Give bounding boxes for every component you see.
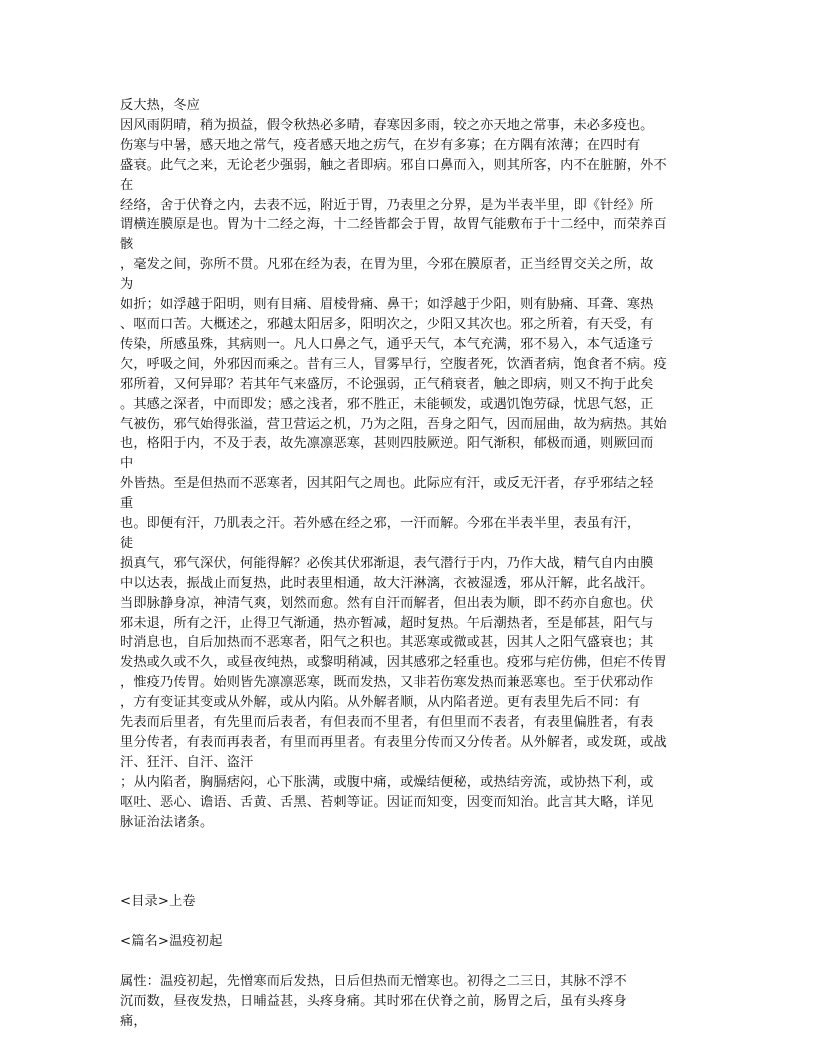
- text-line: 在: [120, 177, 134, 193]
- text-line: 如折；如浮越于阳明，则有目痛、眉棱骨痛、鼻干；如浮越于少阳，则有胁痛、耳聋、寒热: [120, 297, 654, 313]
- text-line: 、呕而口苦。大概述之，邪越太阳居多，阳明次之，少阳又其次也。邪之所着，有天受，有: [120, 316, 654, 332]
- text-line: 徒: [120, 535, 134, 551]
- spacer: [120, 952, 700, 972]
- text-line: 也。即便有汗，乃肌表之汗。若外感在经之邪，一汗而解。今邪在半表半里，表虽有汗，: [120, 516, 641, 532]
- text-line: 传染，所感虽殊，其病则一。凡人口鼻之气，通乎天气，本气充满，邪不易入，本气适逢亏: [120, 336, 654, 352]
- text-line: ；从内陷者，胸膈痞闷，心下胀满，或腹中痛，或燥结便秘，或热结旁流，或协热下利，或: [120, 774, 654, 790]
- text-line: 欠，呼吸之间，外邪因而乘之。昔有三人，冒雾早行，空腹者死，饮酒者病，饱食者不病。疫: [120, 356, 667, 372]
- text-line: 损真气，邪气深伏，何能得解？必俟其伏邪渐退，表气潜行于内，乃作大战，精气自内由膜: [120, 555, 654, 571]
- text-line: ，方有变证其变或从外解，或从内陷。从外解者顺，从内陷者逆。更有表里先后不同：有: [120, 695, 641, 711]
- text-line: 反大热，冬应: [120, 98, 201, 113]
- text-line: 气被伤，邪气始得张溢，营卫营运之机，乃为之阻，吾身之阳气，因而屈曲，故为病热。其始: [120, 416, 667, 432]
- text-line: ，毫发之间，弥所不贯。凡邪在经为表，在胃为里，今邪在膜原者，正当经胃交关之所，故: [120, 257, 654, 273]
- chapter-heading: <篇名>温疫初起: [120, 934, 223, 949]
- document-page: [120, 96, 700, 1032]
- body-text: [120, 96, 700, 833]
- spacer: [120, 852, 700, 872]
- text-line: 外皆热。至是但热而不恶寒者，因其阳气之周也。此际应有汗，或反无汗者，存乎邪结之轻: [120, 476, 654, 492]
- text-line: 脉证治法诸条。: [120, 814, 214, 830]
- text-line: 邪未退，所有之汗，止得卫气渐通，热亦暂减，超时复热。午后潮热者，至是郁甚，阳气与: [120, 615, 654, 631]
- text-line: 邪所着，又何异耶？若其年气来盛厉，不论强弱，正气稍衰者，触之即病，则又不拘于此矣: [120, 376, 654, 392]
- text-line: 谓横连膜原是也。胃为十二经之海，十二经皆都会于胃，故胃气能敷布于十二经中，而荣养百: [120, 217, 667, 233]
- text-line: 为: [120, 277, 134, 293]
- spacer: [120, 912, 700, 932]
- text-line: 汗、狂汗、自汗、盗汗: [120, 754, 254, 770]
- text-line: 盛衰。此气之来，无论老少强弱，触之者即病。邪自口鼻而入，则其所客，内不在脏腑，外不: [120, 157, 667, 173]
- text-line: ，惟疫乃传胃。始则皆先凛凛恶寒，既而发热，又非若伤寒发热而兼恶寒也。至于伏邪动作: [120, 675, 654, 691]
- text-line: 痛，: [120, 1013, 147, 1029]
- text-line: 先表而后里者，有先里而后表者，有但表而不里者，有但里而不表者，有表里偏胜者，有表: [120, 715, 654, 731]
- text-line: 重: [120, 496, 134, 512]
- text-line: 中以达表，振战止而复热，此时表里相通，故大汗淋漓，衣被湿透，邪从汗解，此名战汗。: [120, 575, 654, 591]
- text-line: 属性：温疫初起，先憎寒而后发热，日后但热而无憎寒也。初得之二三日，其脉不浮不: [120, 973, 627, 989]
- text-line: 骸: [120, 237, 134, 253]
- text-line: 。其感之深者，中而即发；感之浅者，邪不胜正，未能顿发，或遇饥饱劳碌，忧思气怒，正: [120, 396, 654, 412]
- toc-heading: <目录>上卷: [120, 894, 196, 910]
- spacer: [120, 872, 700, 892]
- text-line: 里分传者，有表而再表者，有里而再里者。有表里分传而又分传者。从外解者，或发斑，或战: [120, 735, 667, 750]
- text-line: 呕吐、恶心、谵语、舌黄、舌黑、苔刺等证。因证而知变，因变而知治。此言其大略，详见: [120, 794, 654, 810]
- text-line: 中: [120, 456, 134, 472]
- text-line: 因风雨阴晴，稍为损益，假令秋热必多晴，春寒因多雨，较之亦天地之常事，未必多疫也。: [120, 117, 654, 133]
- text-line: 伤寒与中暑，感天地之常气，疫者感天地之疠气，在岁有多寡；在方隅有浓薄；在四时有: [120, 137, 641, 153]
- attribute-text: [120, 972, 700, 1032]
- text-line: 沉而数，昼夜发热，日晡益甚，头疼身痛。其时邪在伏脊之前，肠胃之后，虽有头疼身: [120, 993, 627, 1009]
- spacer: [120, 833, 700, 853]
- text-line: 经络，舍于伏脊之内，去表不远，附近于胃，乃表里之分界，是为半表半里，即《针经》所: [120, 197, 654, 213]
- text-line: 发热或久或不久，或昼夜纯热，或黎明稍减，因其感邪之轻重也。疫邪与疟仿佛，但疟不传胃: [120, 655, 667, 671]
- text-line: 当即脉静身凉，神清气爽，划然而愈。然有自汗而解者，但出表为顺，即不药亦自愈也。伏: [120, 595, 654, 611]
- text-line: 时消息也，自后加热而不恶寒者，阳气之积也。其恶寒或微或甚，因其人之阳气盛衰也；其: [120, 635, 654, 651]
- text-line: 也，格阳于内，不及于表，故先凛凛恶寒，甚则四肢厥逆。阳气渐积，郁极而通，则厥回而: [120, 436, 654, 452]
